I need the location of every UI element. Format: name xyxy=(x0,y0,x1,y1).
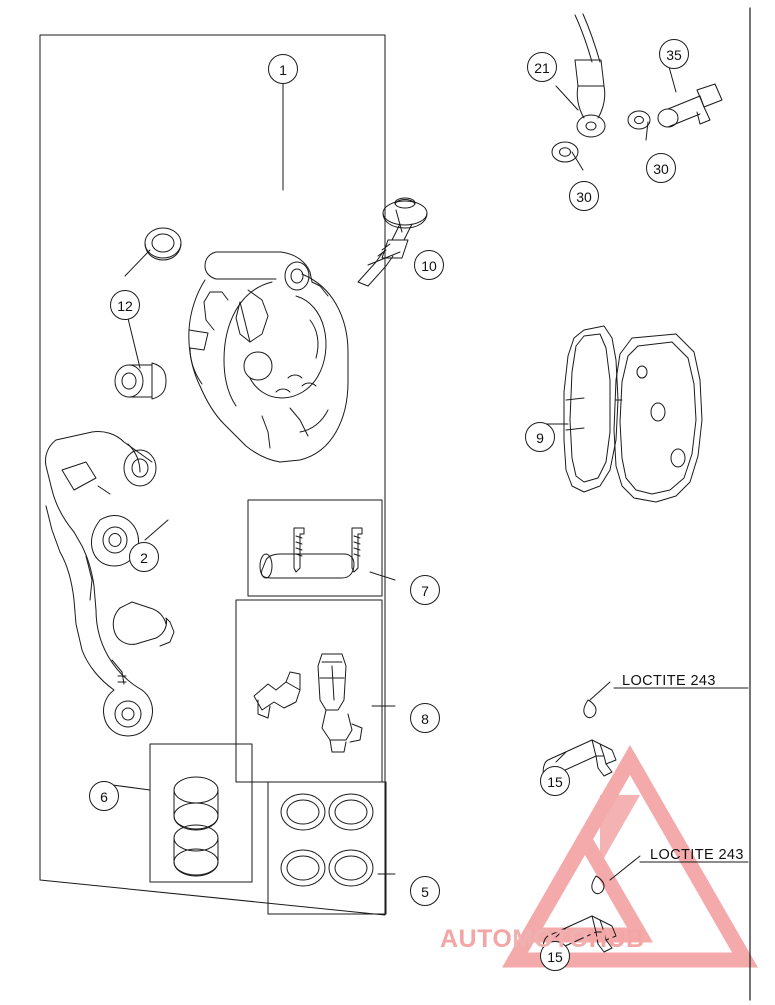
callout-10: 10 xyxy=(414,250,444,280)
callout-5: 5 xyxy=(410,876,440,906)
watermark-text-moto: MOTO xyxy=(512,925,589,953)
loctite-label-lower: LOCTITE 243 xyxy=(650,847,744,863)
callout-15-upper: 15 xyxy=(540,766,570,796)
callout-21: 21 xyxy=(527,52,557,82)
callout-7: 7 xyxy=(410,575,440,605)
callout-1: 1 xyxy=(268,54,298,84)
loctite-label-upper: LOCTITE 243 xyxy=(622,673,716,689)
callout-35: 35 xyxy=(659,39,689,69)
callout-8: 8 xyxy=(410,703,440,733)
callout-9: 9 xyxy=(525,422,555,452)
callout-6: 6 xyxy=(89,781,119,811)
callout-15-lower: 15 xyxy=(540,941,570,971)
callout-2: 2 xyxy=(129,542,159,572)
watermark-text-hub: HUB xyxy=(588,925,645,953)
callout-30-upper: 30 xyxy=(646,153,676,183)
watermark-text-auto: AUTO xyxy=(440,925,513,953)
callout-12: 12 xyxy=(110,290,140,320)
callout-30-lower: 30 xyxy=(569,181,599,211)
